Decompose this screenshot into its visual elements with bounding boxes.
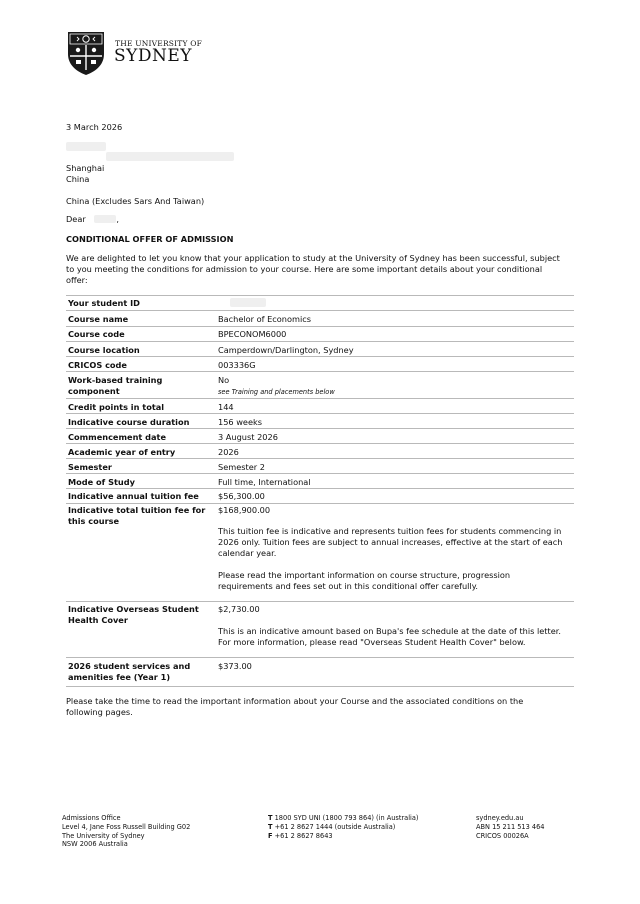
university-logo [66, 30, 202, 76]
letter-date: 3 March 2026 [66, 122, 123, 132]
annual-fee-value: $56,300.00 [218, 491, 265, 501]
oshc-value: $2,730.00 [218, 604, 260, 614]
work-training-value: No [218, 375, 230, 385]
total-fee-note2-2: requirements and fees set out in this conditional offer carefully. [218, 581, 479, 591]
table-rule [66, 458, 574, 459]
duration-label: Indicative course duration [68, 417, 190, 427]
crest-icon [66, 30, 106, 76]
closing-line-2: following pages. [66, 707, 133, 717]
academic-year-value: 2026 [218, 447, 239, 457]
table-rule [66, 341, 574, 342]
footer-website: sydney.edu.au [476, 814, 524, 822]
course-name-label: Course name [68, 314, 129, 324]
logo-text-line2: SYDNEY [114, 46, 193, 66]
salutation [66, 214, 119, 224]
table-rule [66, 295, 574, 296]
address-country: China [66, 174, 90, 184]
footer-web [476, 814, 545, 840]
address-region: China (Excludes Sars And Taiwan) [66, 196, 205, 206]
total-fee-note-2: 2026 only. Tuition fees are subject to annual increases, effective at the start of each [218, 537, 563, 547]
redacted-addressee [94, 215, 116, 223]
redacted-student-id [230, 298, 266, 307]
footer-address-line: Level 4, Jane Foss Russell Building G02 [62, 822, 191, 831]
semester-value: Semester 2 [218, 462, 265, 472]
redacted-street [106, 152, 234, 161]
total-fee-note-3: calendar year. [218, 548, 277, 558]
footer-abn: ABN 15 211 513 464 [476, 822, 545, 831]
intro-line-3: offer: [66, 275, 88, 285]
oshc-note-1: This is an indicative amount based on Bupa's fee schedule at the date of this letter. [218, 626, 561, 636]
work-training-note: see Training and placements below [218, 388, 335, 396]
footer-fax-line: F +61 2 8627 8643 [268, 831, 333, 840]
ssaf-value: $373.00 [218, 661, 252, 671]
total-fee-value: $168,900.00 [218, 505, 271, 515]
academic-year-label: Academic year of entry [68, 447, 176, 457]
table-rule [66, 488, 574, 489]
duration-value: 156 weeks [218, 417, 263, 427]
course-code-value: BPECONOM6000 [218, 329, 287, 339]
table-rule [66, 428, 574, 429]
ssaf-label-2: amenities fee (Year 1) [68, 672, 171, 682]
footer-phone-line: T 1800 SYD UNI (1800 793 864) (in Australia) [268, 814, 419, 822]
total-fee-note2-1: Please read the important information on course structure, progression [218, 570, 511, 580]
footer-address-line: NSW 2006 Australia [62, 840, 128, 849]
salutation-comma: , [116, 214, 119, 224]
work-training-label-2: component [68, 386, 120, 396]
credit-points-label: Credit points in total [68, 402, 165, 412]
intro-line-2: to you meeting the conditions for admission to your course. Here are some important details about your conditional [66, 264, 543, 274]
footer-phone-line: T +61 2 8627 1444 (outside Australia) [268, 822, 396, 831]
table-rule [66, 371, 574, 372]
course-name-value: Bachelor of Economics [218, 314, 312, 324]
ssaf-label-1: 2026 student services and [68, 661, 191, 671]
redacted-name [66, 142, 106, 151]
table-rule [66, 657, 574, 658]
address-city: Shanghai [66, 163, 105, 173]
footer-cricos: CRICOS 00026A [476, 831, 529, 840]
mode-label: Mode of Study [68, 477, 135, 487]
footer-address-line: The University of Sydney [62, 831, 145, 840]
total-fee-label-2: this course [68, 516, 120, 526]
annual-fee-label: Indicative annual tuition fee [68, 491, 199, 501]
table-rule [66, 413, 574, 414]
table-rule [66, 310, 574, 311]
oshc-note-2: For more information, please read "Overseas Student Health Cover" below. [218, 637, 526, 647]
footer-address-line: Admissions Office [62, 814, 121, 822]
footer-contacts [268, 814, 418, 840]
total-fee-label-1: Indicative total tuition fee for [68, 505, 206, 515]
table-rule [66, 398, 574, 399]
table-rule [66, 326, 574, 327]
commencement-value: 3 August 2026 [218, 432, 278, 442]
course-location-label: Course location [68, 345, 140, 355]
table-rule [66, 503, 574, 504]
table-rule [66, 356, 574, 357]
footer-address [62, 814, 190, 849]
logo-text-line1: THE UNIVERSITY OF [115, 39, 202, 48]
intro-line-1: We are delighted to let you know that your application to study at the University of Sydney has been successful, subject [66, 253, 560, 263]
work-training-label-1: Work-based training [68, 375, 163, 385]
oshc-label-1: Indicative Overseas Student [68, 604, 199, 614]
cricos-value: 003336G [218, 360, 256, 370]
cricos-label: CRICOS code [68, 360, 127, 370]
table-rule [66, 686, 574, 687]
closing-line-1: Please take the time to read the important information about your Course and the associated conditions on the [66, 696, 524, 706]
table-rule [66, 601, 574, 602]
offer-title: CONDITIONAL OFFER OF ADMISSION [66, 234, 234, 244]
student-id-label: Your student ID [68, 298, 140, 308]
course-location-value: Camperdown/Darlington, Sydney [218, 345, 354, 355]
semester-label: Semester [68, 462, 112, 472]
salutation-text: Dear [66, 214, 86, 224]
credit-points-value: 144 [218, 402, 234, 412]
course-code-label: Course code [68, 329, 125, 339]
table-rule [66, 443, 574, 444]
oshc-label-2: Health Cover [68, 615, 128, 625]
total-fee-note-1: This tuition fee is indicative and represents tuition fees for students commencing in [218, 526, 562, 536]
commencement-label: Commencement date [68, 432, 167, 442]
mode-value: Full time, International [218, 477, 311, 487]
table-rule [66, 473, 574, 474]
